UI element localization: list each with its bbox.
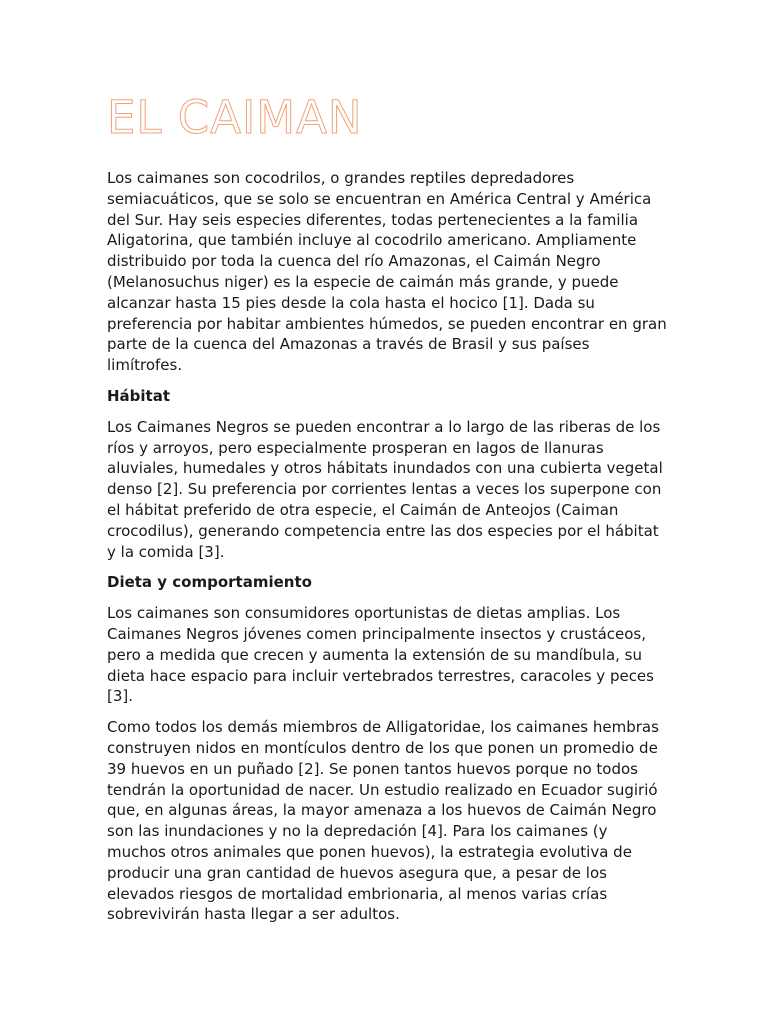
document-title: EL CAIMAN [107, 91, 363, 144]
intro-paragraph: Los caimanes son cocodrilos, o grandes reptiles depredadores semiacuáticos, que se solo se encuentran en América Central y América del Sur. Hay seis especies diferentes, todas pertenecientes a la familia Aligatorina, que también incluye al cocodrilo americano. Ampliamente distribuido por toda la cuenca del río Amazonas, el Caimán Negro (Melanosuchus niger) es la especie de caimán más grande, y puede alcanzar hasta 15 pies desde la cola hasta el hocico [1]. Dada su preferencia por habitar ambientes húmedos, se pueden encontrar en gran parte de la cuenca del Amazonas a través de Brasil y sus países limítrofes. [107, 169, 667, 375]
habitat-paragraph: Los Caimanes Negros se pueden encontrar a lo largo de las riberas de los ríos y arroyos, pero especialmente prosperan en lagos de llanuras aluviales, humedales y otros hábitats inundados con una cubierta vegetal denso [2]. Su preferencia por corrientes lentas a veces los superpone con el hábitat preferido de otra especie, el Caimán de Anteojos (Caiman crocodilus), generando competencia entre las dos especies por el hábitat y la comida [3]. [107, 417, 663, 561]
nesting-paragraph: Como todos los demás miembros de Alligatoridae, los caimanes hembras construyen nidos en montículos dentro de los que ponen un promedio de 39 huevos en un puñado [2]. Se ponen tantos huevos porque no todos tendrán la oportunidad de nacer. Un estudio realizado en Ecuador sugirió que, en algunas áreas, la mayor amenaza a los huevos de Caimán Negro son las inundaciones y no la depredación [4]. Para los caimanes (y muchos otros animales que ponen huevos), la estrategia evolutiva de producir una gran cantidad de huevos asegura que, a pesar de los elevados riesgos de mortalidad embrionaria, al menos varias crías sobrevivirán hasta llegar a ser adultos. [107, 718, 659, 924]
diet-paragraph: Los caimanes son consumidores oportunistas de dietas amplias. Los Caimanes Negros jóvenes comen principalmente insectos y crustáceos, pero a medida que crecen y aumenta la extensión de su mandíbula, su dieta hace espacio para incluir vertebrados terrestres, caracoles y peces [3]. [107, 604, 654, 706]
diet-heading: Dieta y comportamiento [107, 573, 312, 592]
habitat-heading: Hábitat [107, 386, 171, 405]
document-page [107, 90, 667, 935]
